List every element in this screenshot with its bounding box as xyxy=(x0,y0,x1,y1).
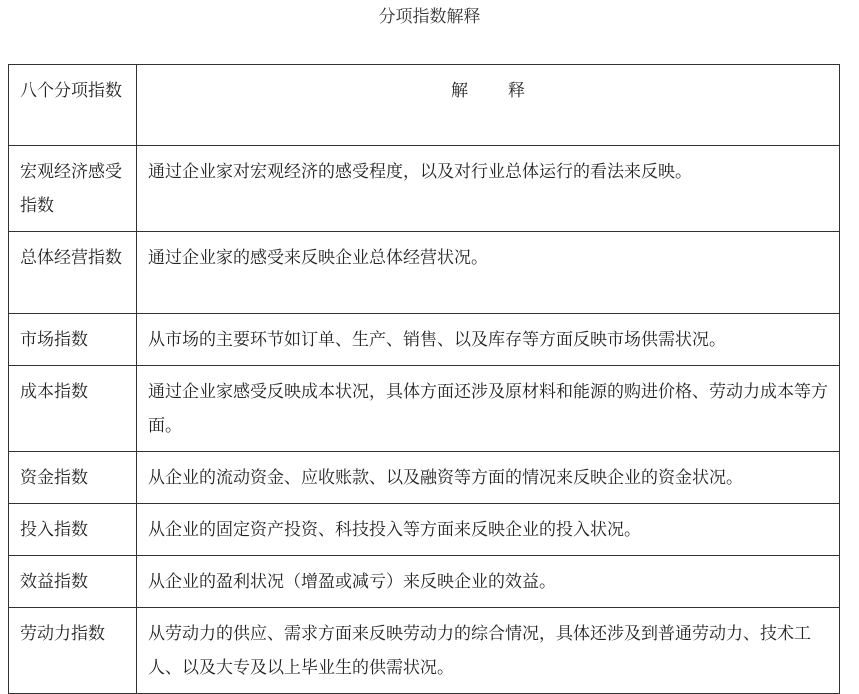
explanation-cell: 从企业的盈利状况（增盈或减亏）来反映企业的效益。 xyxy=(137,556,840,608)
explanation-cell: 通过企业家的感受来反映企业总体经营状况。 xyxy=(137,232,840,314)
table-row xyxy=(9,232,840,314)
index-name-cell: 投入指数 xyxy=(9,504,137,556)
explanation-cell: 从市场的主要环节如订单、生产、销售、以及库存等方面反映市场供需状况。 xyxy=(137,314,840,366)
index-name-cell: 效益指数 xyxy=(9,556,137,608)
index-name-cell: 市场指数 xyxy=(9,314,137,366)
table-row xyxy=(9,366,840,452)
index-name-cell: 劳动力指数 xyxy=(9,608,137,694)
explanation-cell: 通过企业家对宏观经济的感受程度，以及对行业总体运行的看法来反映。 xyxy=(137,146,840,232)
table-row xyxy=(9,504,840,556)
header-explanation: 解释 xyxy=(137,65,840,146)
header-index-name: 八个分项指数 xyxy=(9,65,137,146)
table-header-row xyxy=(9,65,840,146)
explanation-cell: 从企业的流动资金、应收账款、以及融资等方面的情况来反映企业的资金状况。 xyxy=(137,452,840,504)
table-row xyxy=(9,314,840,366)
page-title: 分项指数解释 xyxy=(378,7,481,27)
index-explanation-table xyxy=(8,64,840,694)
index-name-cell: 资金指数 xyxy=(9,452,137,504)
index-name-cell: 总体经营指数 xyxy=(9,232,137,314)
table-row xyxy=(9,608,840,694)
explanation-cell: 从劳动力的供应、需求方面来反映劳动力的综合情况，具体还涉及到普通劳动力、技术工人、以及大专及以上毕业生的供需状况。 xyxy=(137,608,840,694)
explanation-cell: 从企业的固定资产投资、科技投入等方面来反映企业的投入状况。 xyxy=(137,504,840,556)
table-row xyxy=(9,146,840,232)
explanation-cell: 通过企业家感受反映成本状况，具体方面还涉及原材料和能源的购进价格、劳动力成本等方面。 xyxy=(137,366,840,452)
table-row xyxy=(9,556,840,608)
index-name-cell: 宏观经济感受指数 xyxy=(9,146,137,232)
index-name-cell: 成本指数 xyxy=(9,366,137,452)
table-row xyxy=(9,452,840,504)
